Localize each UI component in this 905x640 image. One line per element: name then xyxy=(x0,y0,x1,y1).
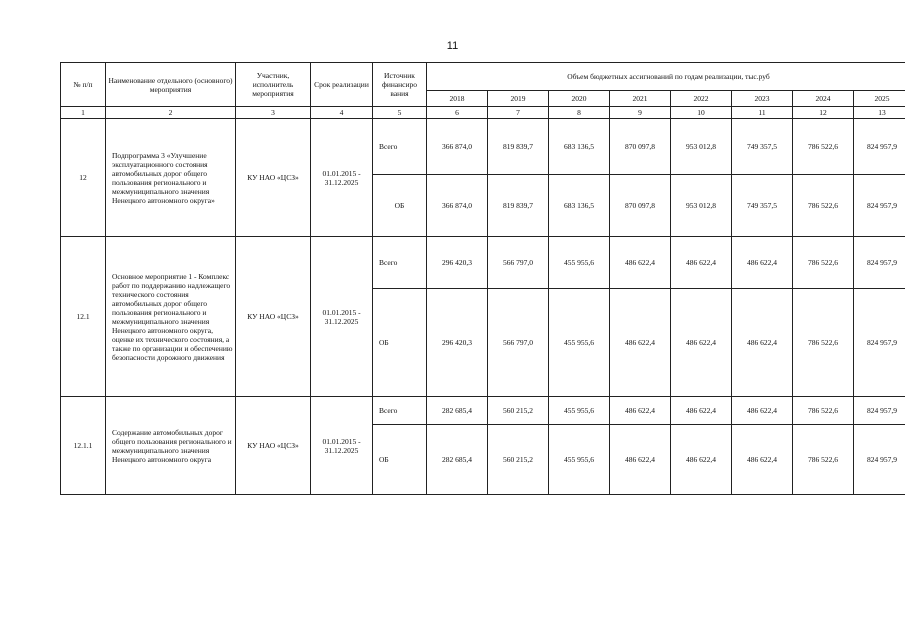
column-number: 12 xyxy=(793,107,854,119)
value-cell: 486 622,4 xyxy=(732,289,793,397)
column-number: 6 xyxy=(427,107,488,119)
source-label: Всего xyxy=(373,397,427,425)
row-period: 01.01.2015 - 31.12.2025 xyxy=(311,397,373,495)
value-cell: 486 622,4 xyxy=(671,397,732,425)
value-cell: 786 522,6 xyxy=(793,237,854,289)
row-num: 12.1.1 xyxy=(61,397,106,495)
row-participant: КУ НАО «ЦСЗ» xyxy=(236,397,311,495)
column-number: 4 xyxy=(311,107,373,119)
header-year: 2021 xyxy=(610,91,671,107)
column-number: 8 xyxy=(549,107,610,119)
value-cell: 455 955,6 xyxy=(549,237,610,289)
value-cell: 566 797,0 xyxy=(488,289,549,397)
budget-table xyxy=(60,62,905,495)
value-cell: 560 215,2 xyxy=(488,397,549,425)
value-cell: 824 957,9 xyxy=(854,425,905,495)
value-cell: 824 957,9 xyxy=(854,175,905,237)
value-cell: 455 955,6 xyxy=(549,289,610,397)
row-period: 01.01.2015 - 31.12.2025 xyxy=(311,237,373,397)
value-cell: 786 522,6 xyxy=(793,175,854,237)
row-name: Основное мероприятие 1 - Комплекс работ по поддержанию надлежащего технического состояния автомобильных дорог общего пользования регионального и межмуниципального значения Ненецкого автономного округа, оценке их технического состояния, а также по организации и обеспечению безопасности дорожного движения xyxy=(106,237,236,397)
value-cell: 486 622,4 xyxy=(671,289,732,397)
row-num: 12.1 xyxy=(61,237,106,397)
source-label: Всего xyxy=(373,119,427,175)
value-cell: 824 957,9 xyxy=(854,119,905,175)
value-cell: 486 622,4 xyxy=(671,237,732,289)
value-cell: 486 622,4 xyxy=(610,425,671,495)
value-cell: 953 012,8 xyxy=(671,175,732,237)
header-source: Источник финансиро вания xyxy=(373,63,427,107)
value-cell: 749 357,5 xyxy=(732,175,793,237)
header-name: Наименование отдельного (основного) мероприятия xyxy=(106,63,236,107)
header-year: 2020 xyxy=(549,91,610,107)
header-year: 2022 xyxy=(671,91,732,107)
header-year: 2019 xyxy=(488,91,549,107)
value-cell: 560 215,2 xyxy=(488,425,549,495)
value-cell: 486 622,4 xyxy=(732,397,793,425)
value-cell: 486 622,4 xyxy=(732,237,793,289)
column-number: 3 xyxy=(236,107,311,119)
value-cell: 486 622,4 xyxy=(610,237,671,289)
table-row xyxy=(61,397,905,425)
value-cell: 366 874,0 xyxy=(427,175,488,237)
value-cell: 455 955,6 xyxy=(549,397,610,425)
value-cell: 486 622,4 xyxy=(610,397,671,425)
row-participant: КУ НАО «ЦСЗ» xyxy=(236,237,311,397)
value-cell: 749 357,5 xyxy=(732,119,793,175)
column-number: 7 xyxy=(488,107,549,119)
source-label: ОБ xyxy=(373,425,427,495)
row-num: 12 xyxy=(61,119,106,237)
row-name: Содержание автомобильных дорог общего пользования регионального и межмуниципального значения Ненецкого автономного округа xyxy=(106,397,236,495)
header-year: 2023 xyxy=(732,91,793,107)
value-cell: 486 622,4 xyxy=(732,425,793,495)
header-num: № п/п xyxy=(61,63,106,107)
source-label: ОБ xyxy=(373,289,427,397)
source-label: ОБ xyxy=(373,175,427,237)
column-number: 5 xyxy=(373,107,427,119)
value-cell: 566 797,0 xyxy=(488,237,549,289)
value-cell: 486 622,4 xyxy=(671,425,732,495)
row-participant: КУ НАО «ЦСЗ» xyxy=(236,119,311,237)
page-number: 11 xyxy=(446,40,459,52)
source-label: Всего xyxy=(373,237,427,289)
value-cell: 683 136,5 xyxy=(549,119,610,175)
column-number: 9 xyxy=(610,107,671,119)
row-period: 01.01.2015 - 31.12.2025 xyxy=(311,119,373,237)
column-number: 11 xyxy=(732,107,793,119)
header-volume: Объем бюджетных ассигнований по годам реализации, тыс.руб xyxy=(427,63,905,91)
header-year: 2018 xyxy=(427,91,488,107)
value-cell: 819 839,7 xyxy=(488,119,549,175)
value-cell: 683 136,5 xyxy=(549,175,610,237)
column-number: 10 xyxy=(671,107,732,119)
header-participant: Участник, исполнитель мероприятия xyxy=(236,63,311,107)
value-cell: 786 522,6 xyxy=(793,425,854,495)
column-number: 1 xyxy=(61,107,106,119)
value-cell: 486 622,4 xyxy=(610,289,671,397)
value-cell: 824 957,9 xyxy=(854,289,905,397)
value-cell: 824 957,9 xyxy=(854,237,905,289)
table-row xyxy=(61,237,905,289)
value-cell: 282 685,4 xyxy=(427,397,488,425)
value-cell: 786 522,6 xyxy=(793,119,854,175)
value-cell: 282 685,4 xyxy=(427,425,488,495)
table-row xyxy=(61,119,905,175)
value-cell: 366 874,0 xyxy=(427,119,488,175)
value-cell: 786 522,6 xyxy=(793,397,854,425)
value-cell: 819 839,7 xyxy=(488,175,549,237)
value-cell: 824 957,9 xyxy=(854,397,905,425)
header-year: 2024 xyxy=(793,91,854,107)
value-cell: 870 097,8 xyxy=(610,119,671,175)
value-cell: 870 097,8 xyxy=(610,175,671,237)
header-period: Срок реализации xyxy=(311,63,373,107)
header-year: 2025 xyxy=(854,91,905,107)
value-cell: 296 420,3 xyxy=(427,289,488,397)
value-cell: 953 012,8 xyxy=(671,119,732,175)
row-name: Подпрограмма 3 «Улучшение эксплуатационного состояния автомобильных дорог общего пользования регионального и межмуниципального значения Ненецкого автономного округа» xyxy=(106,119,236,237)
value-cell: 455 955,6 xyxy=(549,425,610,495)
column-number: 2 xyxy=(106,107,236,119)
column-number: 13 xyxy=(854,107,905,119)
value-cell: 296 420,3 xyxy=(427,237,488,289)
value-cell: 786 522,6 xyxy=(793,289,854,397)
